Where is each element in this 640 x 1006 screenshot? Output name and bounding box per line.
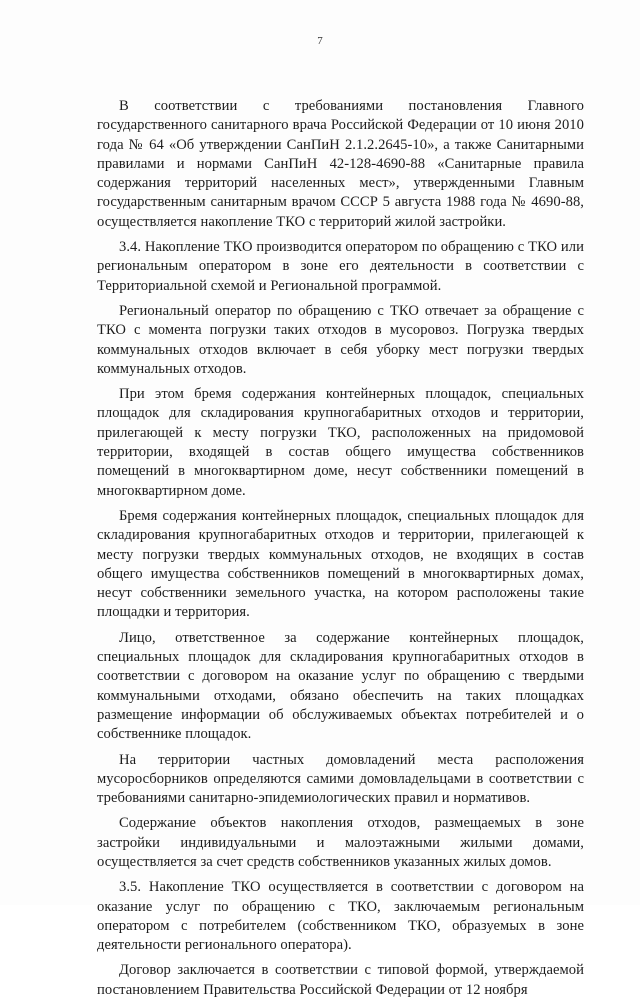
paragraph-contract-standard-form: Договор заключается в соответствии с типовой формой, утверждаемой постановлением Правительства Российской Федерации от 12 ноября [97, 962, 584, 998]
document-body [97, 97, 584, 1006]
paragraph-regional-operator-responsibility: Региональный оператор по обращению с ТКО отвечает за обращение с ТКО с момента погрузки таких отходов в мусоровоз. Погрузка твердых коммунальных отходов включает в себя уборку мест погрузки твердых коммунальных отходов. [97, 302, 584, 377]
paragraph-3-4-accumulation-operator: 3.4. Накопление ТКО производится оператором по обращению с ТКО или региональным оператором в зоне его деятельности в соответствии с Территориальной схемой и Региональной программой. [97, 239, 584, 294]
paragraph-private-households: На территории частных домовладений места расположения мусоросборников определяются самими домовладельцами в соответствии с требованиями санитарно-эпидемиологических правил и нормативов. [97, 751, 584, 807]
page-number: 7 [317, 35, 323, 47]
paragraph-container-sites-mkd: При этом бремя содержания контейнерных площадок, специальных площадок для складирования крупногабаритных отходов и территории, прилегающей к месту погрузки ТКО, расположенных на придомовой территории, входящей в состав общего имущества собственников помещений в многоквартирном доме, несут собственники помещений в многоквартирном доме. [97, 386, 584, 499]
paragraph-responsible-person-information: Лицо, ответственное за содержание контейнерных площадок, специальных площадок для складирования крупногабаритных отходов в соответствии с договором на оказание услуг по обращению с твердыми коммунальными отходами, обязано обеспечить на таких площадках размещение информации об обслуживаемых объектах потребителей и о собственнике площадок. [97, 629, 584, 743]
paragraph-3-5-contract-accumulation: 3.5. Накопление ТКО осуществляется в соответствии с договором на оказание услуг по обращению с ТКО, заключаемым региональным оператором с потребителем (собственником ТКО, образуемых в зоне деятельности регионального оператора). [97, 879, 584, 954]
paragraph-sanpin-requirements: В соответствии с требованиями постановления Главного государственного санитарного врача Российской Федерации от 10 июня 2010 года № 64 «Об утверждении СанПиН 2.1.2.2645-10», а также Санитарными правилами и нормами СанПиН 42-128-4690-88 «Санитарные правила содержания территорий населенных мест», утвержденными Главным государственным санитарным врачом СССР 5 августа 1988 года № 4690-88, осуществляется накопление ТКО с территорий жилой застройки. [97, 98, 584, 230]
paragraph-container-sites-land-owners: Бремя содержания контейнерных площадок, специальных площадок для складирования крупногабаритных отходов и территории, прилегающей к месту погрузки твердых коммунальных отходов, не входящих в состав общего имущества собственников помещений в многоквартирных домах, несут собственники земельного участка, на котором расположены такие площадки и территория. [97, 507, 584, 621]
paragraph-individual-housing-zone: Содержание объектов накопления отходов, размещаемых в зоне застройки индивидуальными и малоэтажными жилыми домами, осуществляется за счет средств собственников указанных жилых домов. [97, 815, 584, 870]
